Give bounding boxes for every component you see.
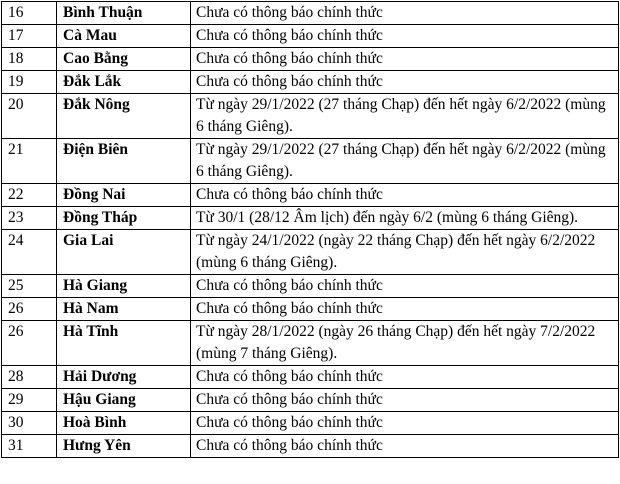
table-body <box>2 2 619 458</box>
holiday-info-cell: Chưa có thông báo chính thức <box>191 389 619 412</box>
province-name-cell: Bình Thuận <box>57 2 191 25</box>
table-row <box>2 230 619 275</box>
table-row <box>2 71 619 94</box>
table-row <box>2 366 619 389</box>
table-row <box>2 207 619 230</box>
row-number-cell: 26 <box>2 321 57 366</box>
row-number-cell: 16 <box>2 2 57 25</box>
holiday-info-cell: Chưa có thông báo chính thức <box>191 71 619 94</box>
table-row <box>2 139 619 184</box>
table-row <box>2 298 619 321</box>
row-number-cell: 29 <box>2 389 57 412</box>
province-name-cell: Hậu Giang <box>57 389 191 412</box>
holiday-info-cell: Chưa có thông báo chính thức <box>191 298 619 321</box>
province-name-cell: Đồng Tháp <box>57 207 191 230</box>
province-name-cell: Hà Giang <box>57 275 191 298</box>
holiday-info-cell: Chưa có thông báo chính thức <box>191 48 619 71</box>
row-number-cell: 25 <box>2 275 57 298</box>
holiday-info-cell: Chưa có thông báo chính thức <box>191 435 619 458</box>
province-name-cell: Hà Tĩnh <box>57 321 191 366</box>
holiday-info-cell: Chưa có thông báo chính thức <box>191 2 619 25</box>
province-name-cell: Hà Nam <box>57 298 191 321</box>
province-name-cell: Hưng Yên <box>57 435 191 458</box>
row-number-cell: 23 <box>2 207 57 230</box>
table-row <box>2 412 619 435</box>
holiday-info-cell: Từ 30/1 (28/12 Âm lịch) đến ngày 6/2 (mùng 6 tháng Giêng). <box>191 207 619 230</box>
row-number-cell: 18 <box>2 48 57 71</box>
holiday-info-cell: Từ ngày 29/1/2022 (27 tháng Chạp) đến hết ngày 6/2/2022 (mùng 6 tháng Giêng). <box>191 94 619 139</box>
table-row <box>2 25 619 48</box>
province-name-cell: Hải Dương <box>57 366 191 389</box>
province-name-cell: Đắk Nông <box>57 94 191 139</box>
holiday-info-cell: Chưa có thông báo chính thức <box>191 412 619 435</box>
province-name-cell: Hoà Bình <box>57 412 191 435</box>
holiday-info-cell: Chưa có thông báo chính thức <box>191 25 619 48</box>
province-name-cell: Cà Mau <box>57 25 191 48</box>
holiday-info-cell: Từ ngày 29/1/2022 (27 tháng Chạp) đến hết ngày 6/2/2022 (mùng 6 tháng Giêng). <box>191 139 619 184</box>
table-row <box>2 389 619 412</box>
province-name-cell: Gia Lai <box>57 230 191 275</box>
province-name-cell: Đắk Lắk <box>57 71 191 94</box>
table-row <box>2 48 619 71</box>
province-name-cell: Đồng Nai <box>57 184 191 207</box>
row-number-cell: 21 <box>2 139 57 184</box>
row-number-cell: 26 <box>2 298 57 321</box>
row-number-cell: 31 <box>2 435 57 458</box>
table-row <box>2 2 619 25</box>
holiday-schedule-table <box>1 1 619 458</box>
row-number-cell: 19 <box>2 71 57 94</box>
holiday-info-cell: Từ ngày 24/1/2022 (ngày 22 tháng Chạp) đến hết ngày 6/2/2022 (mùng 6 tháng Giêng). <box>191 230 619 275</box>
row-number-cell: 20 <box>2 94 57 139</box>
row-number-cell: 30 <box>2 412 57 435</box>
province-name-cell: Điện Biên <box>57 139 191 184</box>
row-number-cell: 24 <box>2 230 57 275</box>
table-row <box>2 321 619 366</box>
holiday-info-cell: Từ ngày 28/1/2022 (ngày 26 tháng Chạp) đến hết ngày 7/2/2022 (mùng 7 tháng Giêng). <box>191 321 619 366</box>
province-name-cell: Cao Bằng <box>57 48 191 71</box>
holiday-info-cell: Chưa có thông báo chính thức <box>191 366 619 389</box>
table-row <box>2 94 619 139</box>
row-number-cell: 22 <box>2 184 57 207</box>
holiday-info-cell: Chưa có thông báo chính thức <box>191 184 619 207</box>
row-number-cell: 28 <box>2 366 57 389</box>
holiday-info-cell: Chưa có thông báo chính thức <box>191 275 619 298</box>
table-row <box>2 435 619 458</box>
table-row <box>2 184 619 207</box>
table-row <box>2 275 619 298</box>
row-number-cell: 17 <box>2 25 57 48</box>
